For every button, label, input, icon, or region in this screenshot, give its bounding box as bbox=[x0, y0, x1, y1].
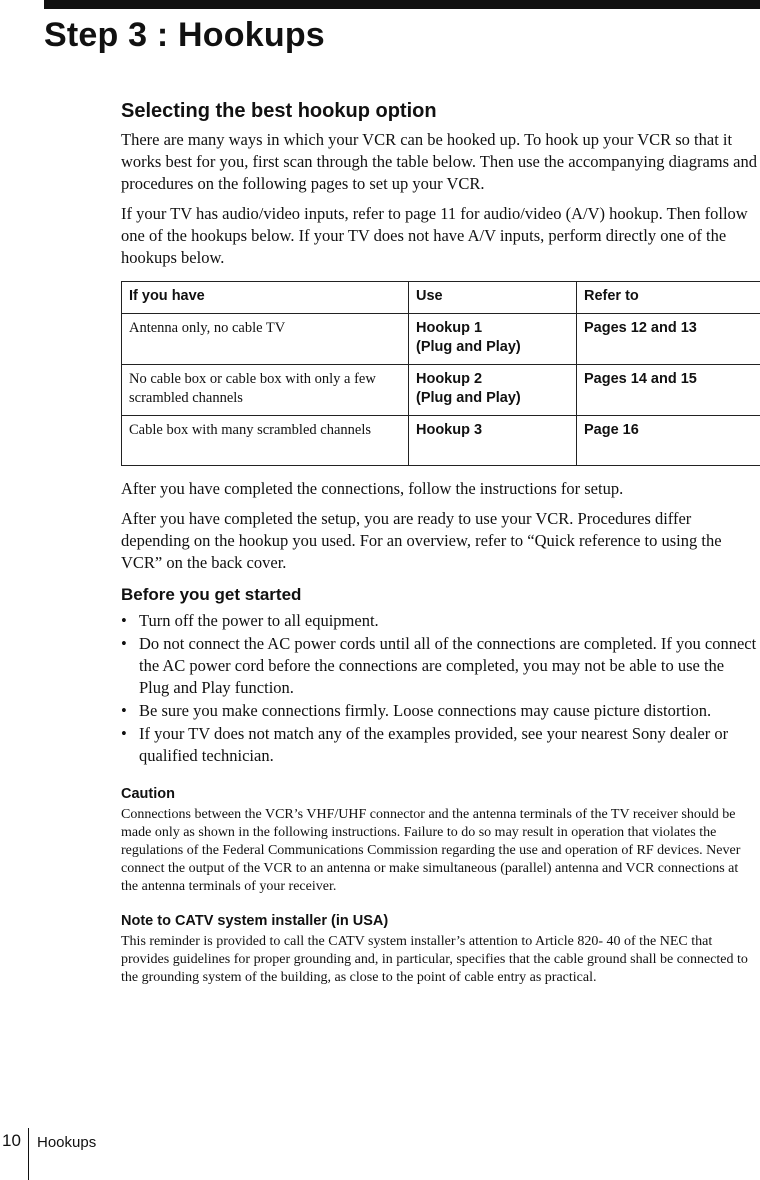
cell-if-you-have: Antenna only, no cable TV bbox=[122, 314, 409, 365]
hookup-mode: (Plug and Play) bbox=[416, 390, 521, 406]
bullet-icon: • bbox=[121, 611, 127, 630]
cell-use bbox=[409, 314, 577, 365]
cell-if-you-have: No cable box or cable box with only a few scrambled channels bbox=[122, 365, 409, 416]
cell-refer-to: Pages 14 and 15 bbox=[577, 365, 760, 416]
page-title: Step 3 : Hookups bbox=[44, 16, 325, 54]
bullet-icon: • bbox=[121, 724, 127, 743]
list-item-text: Do not connect the AC power cords until all of the connections are completed. If you connect the AC power cord before the connections are completed, you may not be able to use the Plug and Play function. bbox=[139, 634, 757, 697]
column-header-if-you-have: If you have bbox=[122, 282, 409, 314]
before-list bbox=[121, 610, 757, 767]
bullet-icon: • bbox=[121, 634, 127, 653]
top-rule bbox=[44, 0, 760, 9]
table-row bbox=[122, 365, 760, 416]
list-item bbox=[121, 633, 757, 699]
column-header-use: Use bbox=[409, 282, 577, 314]
table-row bbox=[122, 314, 760, 365]
caution-text: Connections between the VCR’s VHF/UHF connector and the antenna terminals of the TV receiver should be made only as shown in the following instructions. Failure to do so may result in operation that violates the regulations of the Federal Communications Commission regarding the use and operation of RF devices. Never connect the output of the VCR to an antenna or make simultaneous (parallel) antenna and VCR connections at the antenna terminals of your receiver. bbox=[121, 807, 741, 894]
hookup-name: Hookup 1 bbox=[416, 320, 483, 336]
catv-text: This reminder is provided to call the CATV system installer’s attention to Article 820- 40 of the NEC that provides guidelines for proper grounding and, in particular, specifies that the cable ground shall be connected to the grounding system of the building, as close to the point of cable entry as practical. bbox=[121, 934, 748, 985]
av-paragraph: If your TV has audio/video inputs, refer to page 11 for audio/video (A/V) hookup. Then follow one of the hookups below. If your TV does not have A/V inputs, perform directly one of the hookups below. bbox=[121, 204, 748, 267]
list-item-text: Turn off the power to all equipment. bbox=[139, 611, 379, 630]
list-item-text: Be sure you make connections firmly. Loose connections may cause picture distortion. bbox=[139, 701, 712, 720]
footer-divider bbox=[28, 1128, 29, 1180]
list-item bbox=[121, 723, 757, 767]
list-item bbox=[121, 700, 757, 722]
caution-heading: Caution bbox=[121, 786, 175, 802]
after-connections-paragraph: After you have completed the connections, follow the instructions for setup. bbox=[121, 479, 624, 498]
list-item-text: If your TV does not match any of the examples provided, see your nearest Sony dealer or qualified technician. bbox=[139, 724, 729, 765]
bullet-icon: • bbox=[121, 701, 127, 720]
before-heading: Before you get started bbox=[121, 585, 302, 604]
cell-use bbox=[409, 416, 577, 466]
selecting-heading: Selecting the best hookup option bbox=[121, 100, 437, 122]
table-header-row bbox=[122, 282, 760, 314]
page-footer bbox=[0, 1128, 200, 1180]
hookup-name: Hookup 3 bbox=[416, 422, 483, 438]
page-number: 10 bbox=[2, 1131, 21, 1150]
intro-paragraph: There are many ways in which your VCR can be hooked up. To hook up your VCR so that it works best for you, first scan through the table below. Then use the accompanying diagrams and procedures on the following pages to set up your VCR. bbox=[121, 130, 757, 193]
hookup-name: Hookup 2 bbox=[416, 371, 483, 387]
catv-heading: Note to CATV system installer (in USA) bbox=[121, 913, 389, 929]
list-item bbox=[121, 610, 757, 632]
hookup-mode: (Plug and Play) bbox=[416, 339, 521, 355]
cell-use bbox=[409, 365, 577, 416]
cell-refer-to: Page 16 bbox=[577, 416, 760, 466]
cell-if-you-have: Cable box with many scrambled channels bbox=[122, 416, 409, 466]
main-content bbox=[121, 98, 757, 987]
hookup-table bbox=[121, 281, 760, 466]
cell-refer-to: Pages 12 and 13 bbox=[577, 314, 760, 365]
table-row bbox=[122, 416, 760, 466]
footer-section-label: Hookups bbox=[37, 1134, 97, 1151]
after-setup-paragraph: After you have completed the setup, you are ready to use your VCR. Procedures differ depending on the hookup you used. For an overview, refer to “Quick reference to using the VCR” on the back cover. bbox=[121, 509, 722, 572]
column-header-refer-to: Refer to bbox=[577, 282, 760, 314]
